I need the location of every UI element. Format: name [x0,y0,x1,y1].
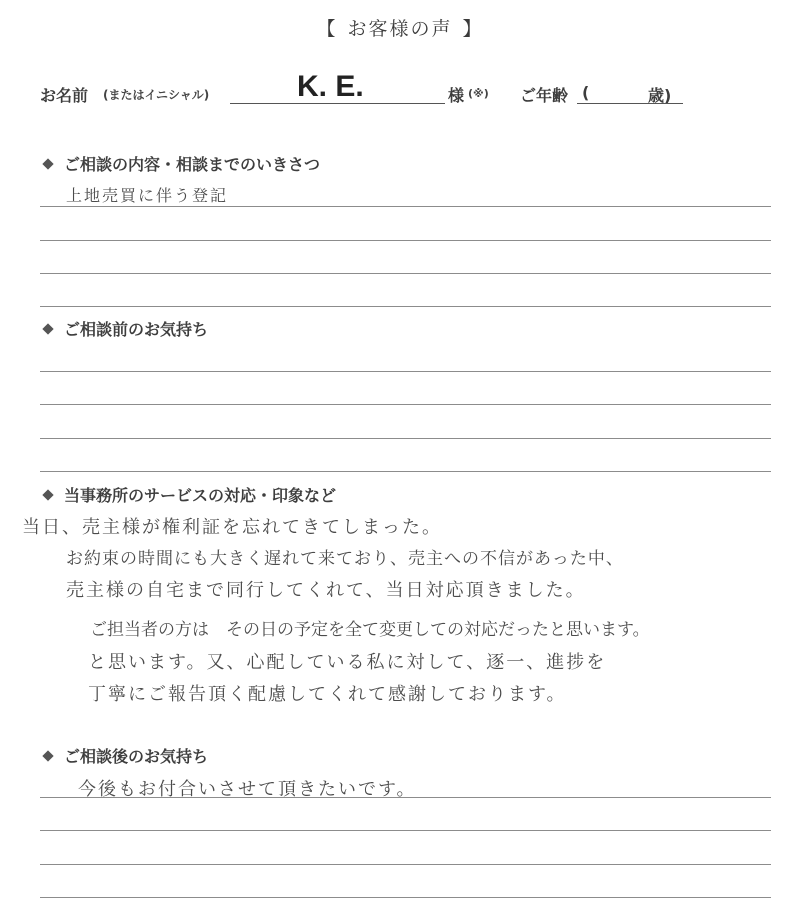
title-bracket-left: 【 [316,18,338,40]
age-label: ご年齢 [520,86,569,105]
handwritten-consult-line-1: 上地売買に伴う登記 [66,186,229,205]
answer-line [40,371,771,372]
handwritten-service-line-2: お約束の時間にも大きく遅れて来ており、売主への不信があった中、 [66,549,624,569]
answer-line [40,240,771,241]
answer-line [40,864,771,865]
answer-line [40,438,771,439]
section-heading-before [44,317,208,340]
age-unit: 歳) [648,86,672,105]
answer-line [40,897,771,898]
section-heading-after [44,744,208,767]
page-title [0,14,800,41]
age-open-paren: ( [582,83,590,102]
handwritten-service-line-4: ご担当者の方は その日の予定を全て変更しての対応だったと思います。 [90,620,650,640]
diamond-bullet-icon [42,750,53,761]
answer-line [40,471,771,472]
handwritten-service-line-5: と思います。又、心配している私に対して、逐一、進捗を [88,652,607,673]
title-text: お客様の声 [347,18,453,40]
handwritten-after-line-1: 今後もお付合いさせて頂きたいです。 [78,779,417,800]
diamond-bullet-icon [42,323,53,334]
diamond-bullet-icon [42,158,53,169]
answer-line [40,206,771,207]
section-heading-text: ご相談後のお気持ち [64,747,209,766]
title-bracket-right: 】 [462,18,484,40]
name-label: お名前 [40,86,89,105]
name-value[interactable]: K. E. [297,70,364,103]
section-heading-text: 当事務所のサービスの対応・印象など [64,486,337,505]
section-heading-consult [44,152,320,175]
section-heading-text: ご相談前のお気持ち [64,320,209,339]
sama-label: 様 [448,86,465,105]
answer-line [40,273,771,274]
answer-line [40,404,771,405]
note-mark: (※) [468,87,489,100]
answer-line [40,830,771,831]
answer-line [40,306,771,307]
handwritten-service-line-3: 売主様の自宅まで同行してくれて、当日対応頂きました。 [66,580,586,601]
handwritten-service-line-6: 丁寧にご報告頂く配慮してくれて感謝しております。 [88,684,567,705]
age-underline[interactable] [577,103,683,104]
name-sub-label: (またはイニシャル) [103,88,210,102]
section-heading-text: ご相談の内容・相談までのいきさつ [64,155,321,174]
diamond-bullet-icon [42,489,53,500]
handwritten-service-line-1: 当日、売主様が権利証を忘れてきてしまった。 [22,517,442,538]
section-heading-service [44,483,336,506]
